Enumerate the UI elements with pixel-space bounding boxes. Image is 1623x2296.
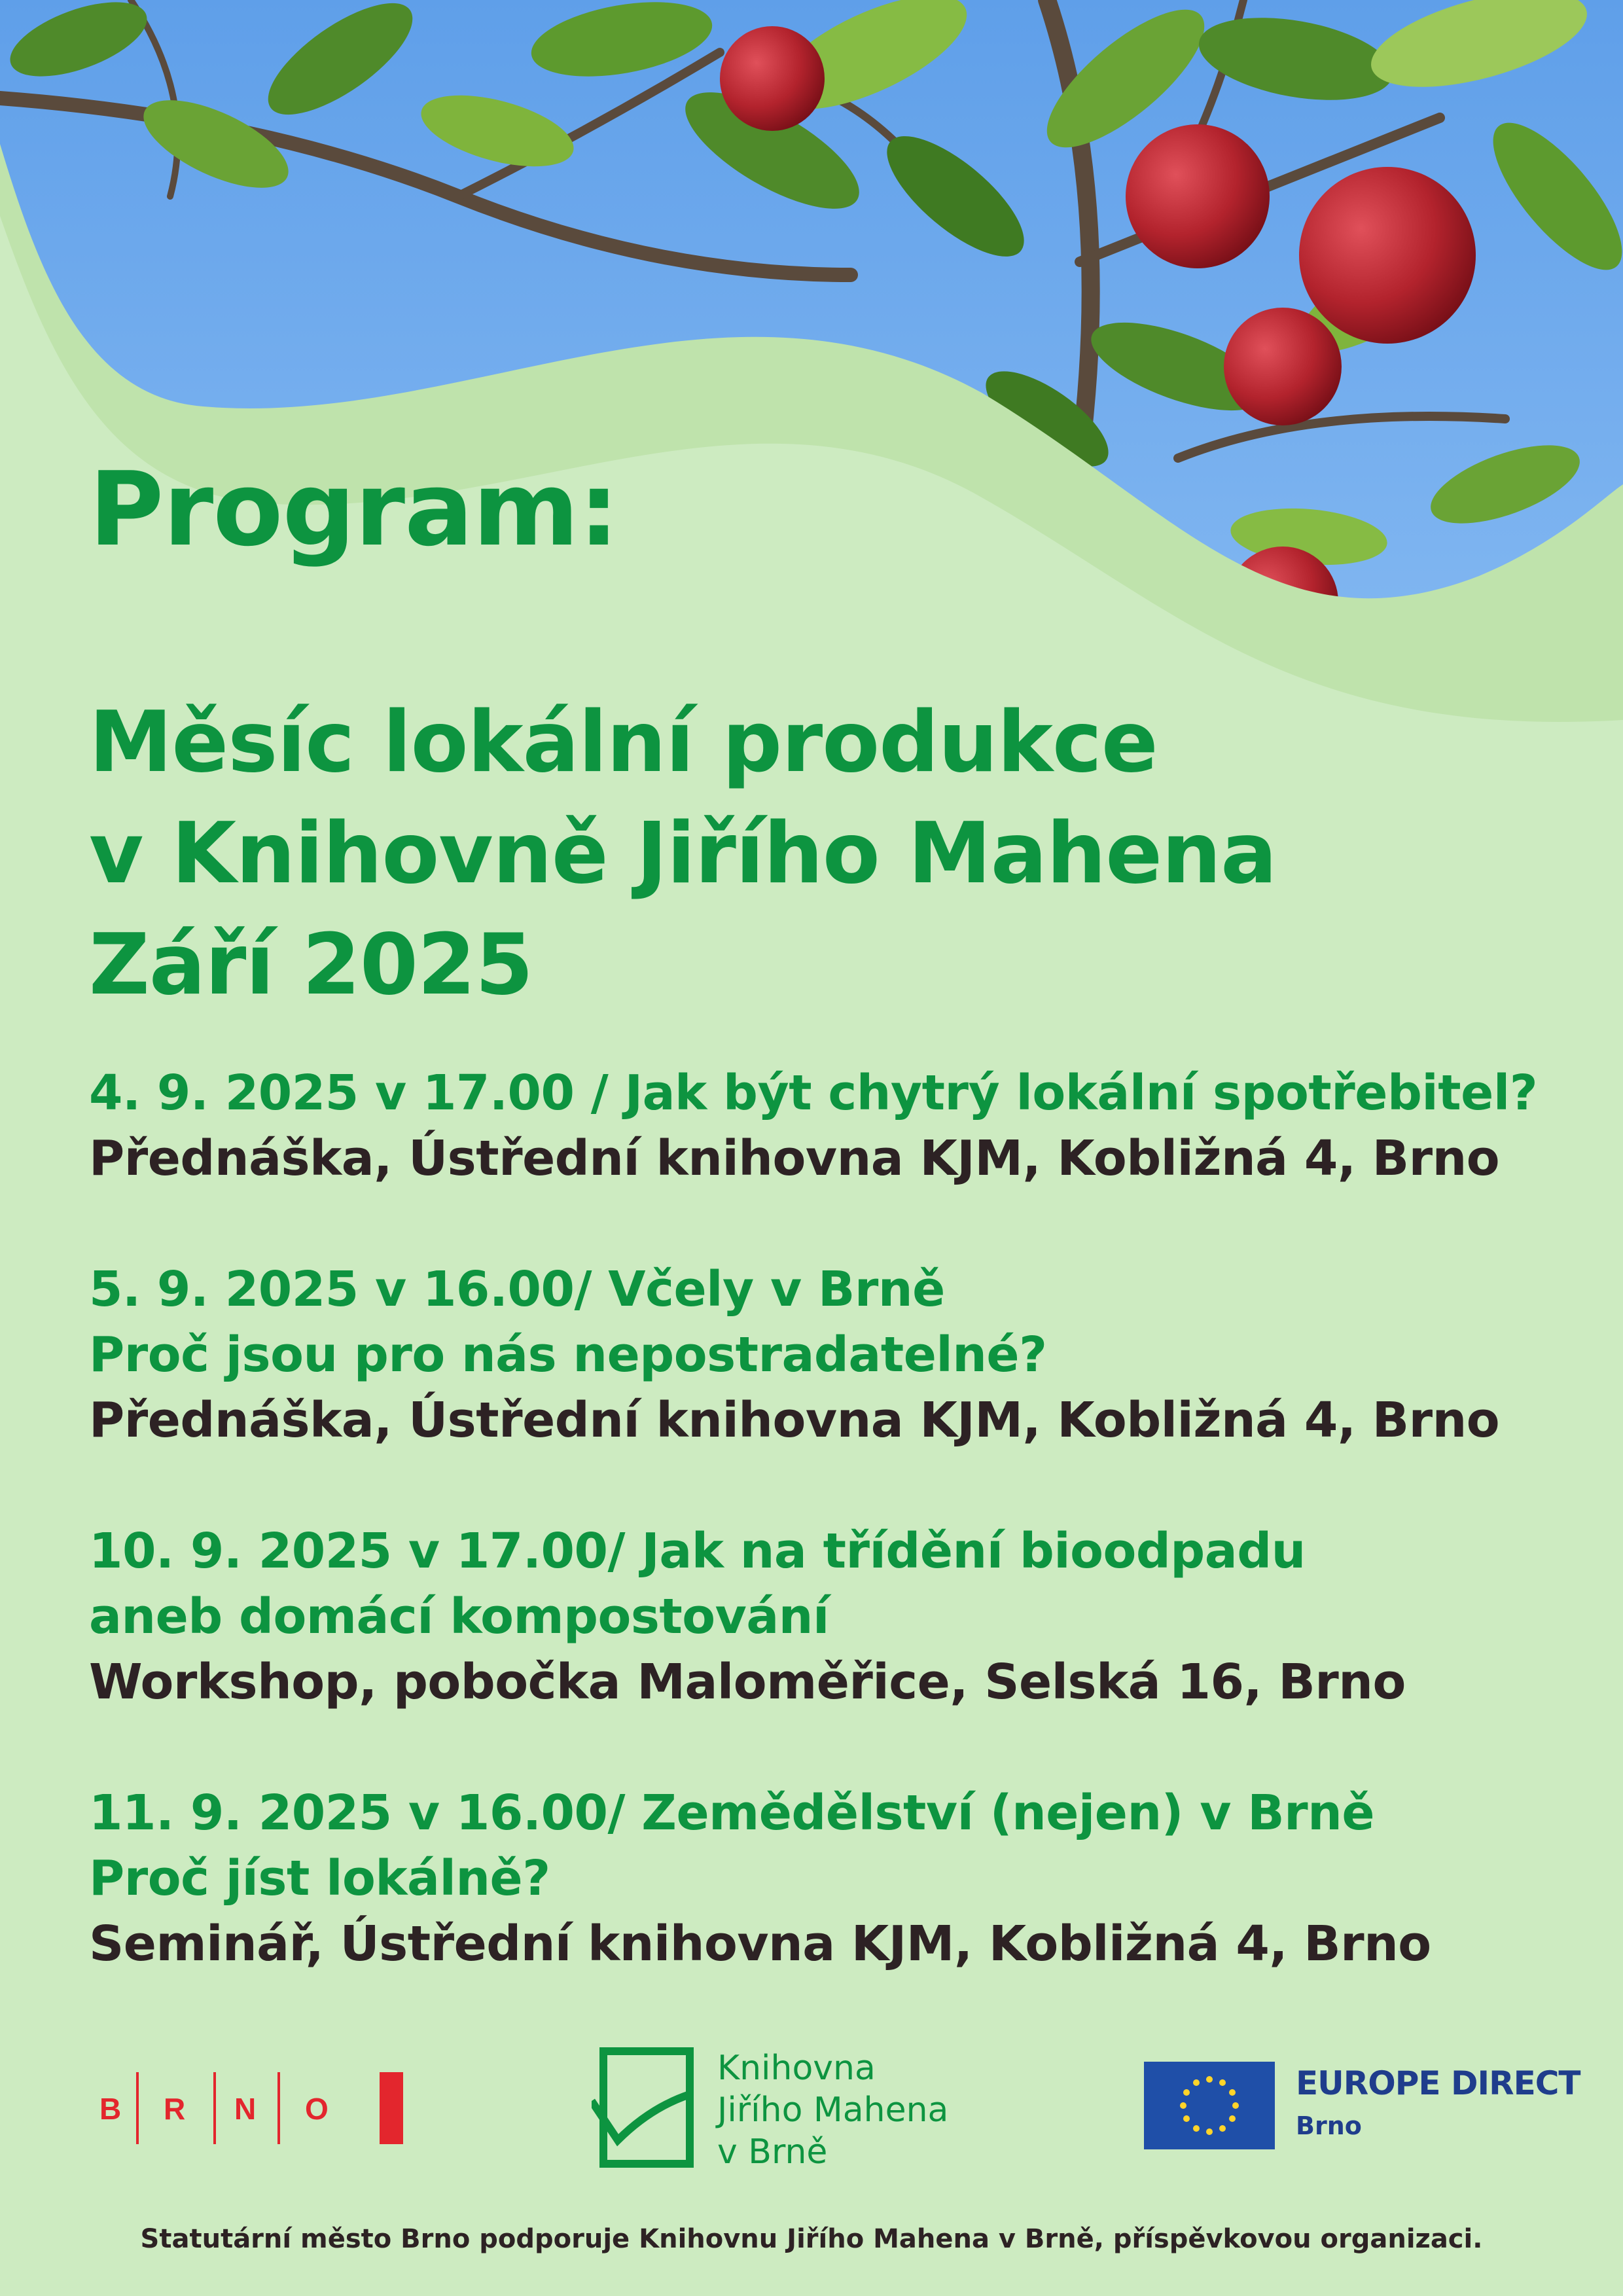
subtitle — [89, 687, 1277, 1021]
library-name-line: v Brně — [717, 2132, 828, 2172]
event-headline: Proč jsou pro nás nepostradatelné? — [89, 1327, 1047, 1383]
event-headline: aneb domácí kompostování — [89, 1588, 829, 1645]
eu-flag-icon — [1144, 2062, 1275, 2149]
event-headline: Proč jíst lokálně? — [89, 1850, 550, 1907]
brno-letter: N — [234, 2092, 257, 2126]
event-item — [89, 1518, 1568, 1715]
event-headline: 5. 9. 2025 v 16.00/ Včely v Brně — [89, 1261, 945, 1318]
europe-direct-subtitle: Brno — [1296, 2111, 1362, 2140]
brno-logo — [84, 2070, 411, 2147]
event-headline: 10. 9. 2025 v 17.00/ Jak na třídění bioodpadu — [89, 1523, 1306, 1579]
event-item — [89, 1257, 1568, 1453]
event-details: Přednáška, Ústřední knihovna KJM, Kobližná 4, Brno — [89, 1392, 1500, 1448]
event-headline: 11. 9. 2025 v 16.00/ Zemědělství (nejen) v Brně — [89, 1785, 1375, 1841]
brno-letter: O — [305, 2092, 329, 2126]
brno-letter: B — [99, 2092, 122, 2126]
footer-note: Statutární město Brno podporuje Knihovnu Jiřího Mahena v Brně, příspěvkovou organizaci. — [140, 2224, 1483, 2254]
event-details: Přednáška, Ústřední knihovna KJM, Kobližná 4, Brno — [89, 1130, 1500, 1187]
event-list — [89, 1060, 1568, 2042]
library-name-line: Knihovna — [717, 2049, 876, 2088]
subtitle-line-2: v Knihovně Jiřího Mahena — [89, 805, 1277, 903]
event-details: Seminář, Ústřední knihovna KJM, Kobližná 4, Brno — [89, 1916, 1431, 1972]
subtitle-line-1: Měsíc lokální produkce — [89, 694, 1158, 791]
apple-icon — [1299, 167, 1476, 344]
event-item — [89, 1780, 1568, 1977]
page-title: Program: — [89, 450, 619, 569]
library-logo-text — [717, 2047, 948, 2173]
europe-direct-title: EUROPE DIRECT — [1296, 2064, 1580, 2102]
apple-tree-photo — [0, 0, 1623, 733]
event-headline: 4. 9. 2025 v 17.00 / Jak být chytrý lokální spotřebitel? — [89, 1065, 1538, 1121]
brno-letter: R — [164, 2092, 186, 2126]
subtitle-line-3: Září 2025 — [89, 916, 533, 1014]
event-item — [89, 1060, 1568, 1191]
library-name-line: Jiřího Mahena — [717, 2090, 949, 2130]
event-details: Workshop, pobočka Maloměřice, Selská 16, Brno — [89, 1654, 1406, 1710]
